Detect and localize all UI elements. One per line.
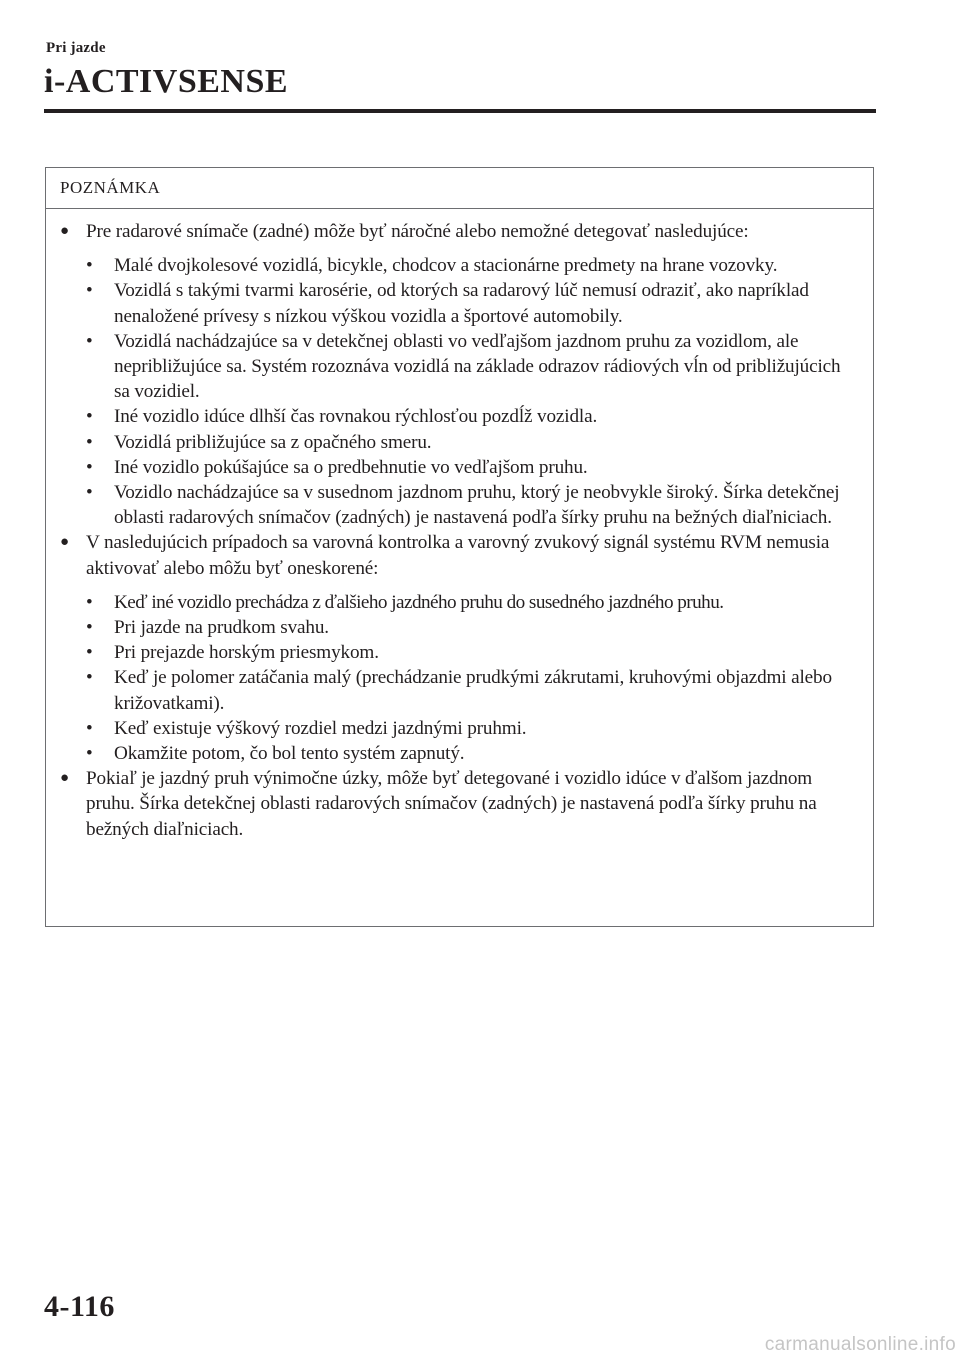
note-subitem-text: Pri prejazde horským priesmykom. — [114, 642, 379, 664]
sub-bullet-icon: • — [86, 482, 93, 504]
sub-bullet-icon: • — [86, 743, 93, 765]
sub-bullet-icon: • — [86, 255, 93, 277]
note-body — [46, 209, 873, 842]
note-subitem — [60, 278, 859, 328]
watermark[interactable]: carmanualsonline.info — [764, 1334, 956, 1355]
note-subitem-text: Keď je polomer zatáčania malý (prechádzanie prudkými zákrutami, kruhovými objazdmi alebo križovatkami). — [114, 667, 832, 714]
note-subitem-text: Keď existuje výškový rozdiel medzi jazdnými pruhmi. — [114, 717, 527, 739]
sub-bullet-icon: • — [86, 280, 93, 302]
page-number: 4-116 — [44, 1290, 115, 1323]
bullet-icon: ● — [60, 223, 69, 239]
note-subitem — [60, 741, 859, 766]
note-subitem — [60, 455, 859, 480]
note-subitem-text: Vozidlo nachádzajúce sa v susednom jazdnom pruhu, ktorý je neobvykle široký. Šírka detekčnej oblasti radarových snímačov (zadných) je nastavená podľa šírky pruhu na bežných diaľniciach. — [114, 482, 840, 529]
note-box — [45, 167, 874, 927]
note-item-text: V nasledujúcich prípadoch sa varovná kontrolka a varovný zvukový signál systému RVM nemusia aktivovať alebo môžu byť oneskorené: — [86, 532, 830, 579]
sub-bullet-icon: • — [86, 717, 93, 739]
sub-bullet-icon: • — [86, 642, 93, 664]
note-subitem — [60, 480, 859, 530]
note-subitem-text: Iné vozidlo idúce dlhší čas rovnakou rýchlosťou pozdĺž vozidla. — [114, 406, 598, 428]
note-subitem — [60, 430, 859, 455]
bullet-icon: ● — [60, 534, 69, 551]
chapter-title: i-ACTIVSENSE — [44, 63, 289, 100]
note-item — [60, 766, 859, 842]
note-subitem-text: Keď iné vozidlo prechádza z ďalšieho jazdného pruhu do susedného jazdného pruhu. — [114, 591, 724, 613]
sub-bullet-icon: • — [86, 330, 93, 352]
title-rule — [44, 109, 876, 113]
note-heading: POZNÁMKA — [46, 168, 873, 209]
sub-bullet-icon: • — [86, 456, 93, 478]
note-item-text: Pokiaľ je jazdný pruh výnimočne úzky, môže byť detegované i vozidlo idúce v ďalšom jazdnom pruhu. Šírka detekčnej oblasti radarových snímačov (zadných) je nastavená podľa šírky pruhu na bežných diaľniciach. — [86, 768, 817, 840]
note-subitem-text: Vozidlá približujúce sa z opačného smeru. — [114, 431, 432, 453]
note-subitem-text: Iné vozidlo pokúšajúce sa o predbehnutie vo vedľajšom pruhu. — [114, 456, 588, 478]
sub-bullet-icon: • — [86, 431, 93, 453]
note-subitem — [60, 665, 859, 715]
sub-bullet-icon: • — [86, 406, 93, 428]
bullet-icon: ● — [60, 770, 69, 787]
section-label: Pri jazde — [46, 40, 106, 56]
note-item-text: Pre radarové snímače (zadné) môže byť náročné alebo nemožné detegovať nasledujúce: — [86, 221, 749, 242]
note-subitem-text: Vozidlá nachádzajúce sa v detekčnej oblasti vo vedľajšom jazdnom pruhu za vozidlom, ale nepribližujúce sa. Systém rozoznáva vozidlá na základe odrazov rádiových vĺn od približujúcich sa vozidiel. — [114, 330, 841, 403]
note-item — [60, 530, 859, 580]
note-subitem — [60, 615, 859, 640]
note-subitem — [60, 329, 859, 405]
sub-bullet-icon: • — [86, 617, 93, 639]
note-subitem-text: Vozidlá s takými tvarmi karosérie, od ktorých sa radarový lúč nemusí odraziť, ako napríklad nenaložené prívesy s nízkou výškou vozidla a športové automobily. — [114, 280, 809, 327]
note-subitem — [60, 716, 859, 741]
note-subitem-text: Pri jazde na prudkom svahu. — [114, 617, 329, 639]
sub-bullet-icon: • — [86, 591, 93, 613]
note-subitem-text: Malé dvojkolesové vozidlá, bicykle, chodcov a stacionárne predmety na hrane vozovky. — [114, 255, 778, 277]
note-subitem — [60, 640, 859, 665]
sub-bullet-icon: • — [86, 667, 93, 689]
note-subitem — [60, 590, 859, 615]
note-subitem-text: Okamžite potom, čo bol tento systém zapnutý. — [114, 743, 465, 765]
note-subitem — [60, 404, 859, 429]
note-subitem — [60, 253, 859, 278]
note-item — [60, 219, 859, 244]
